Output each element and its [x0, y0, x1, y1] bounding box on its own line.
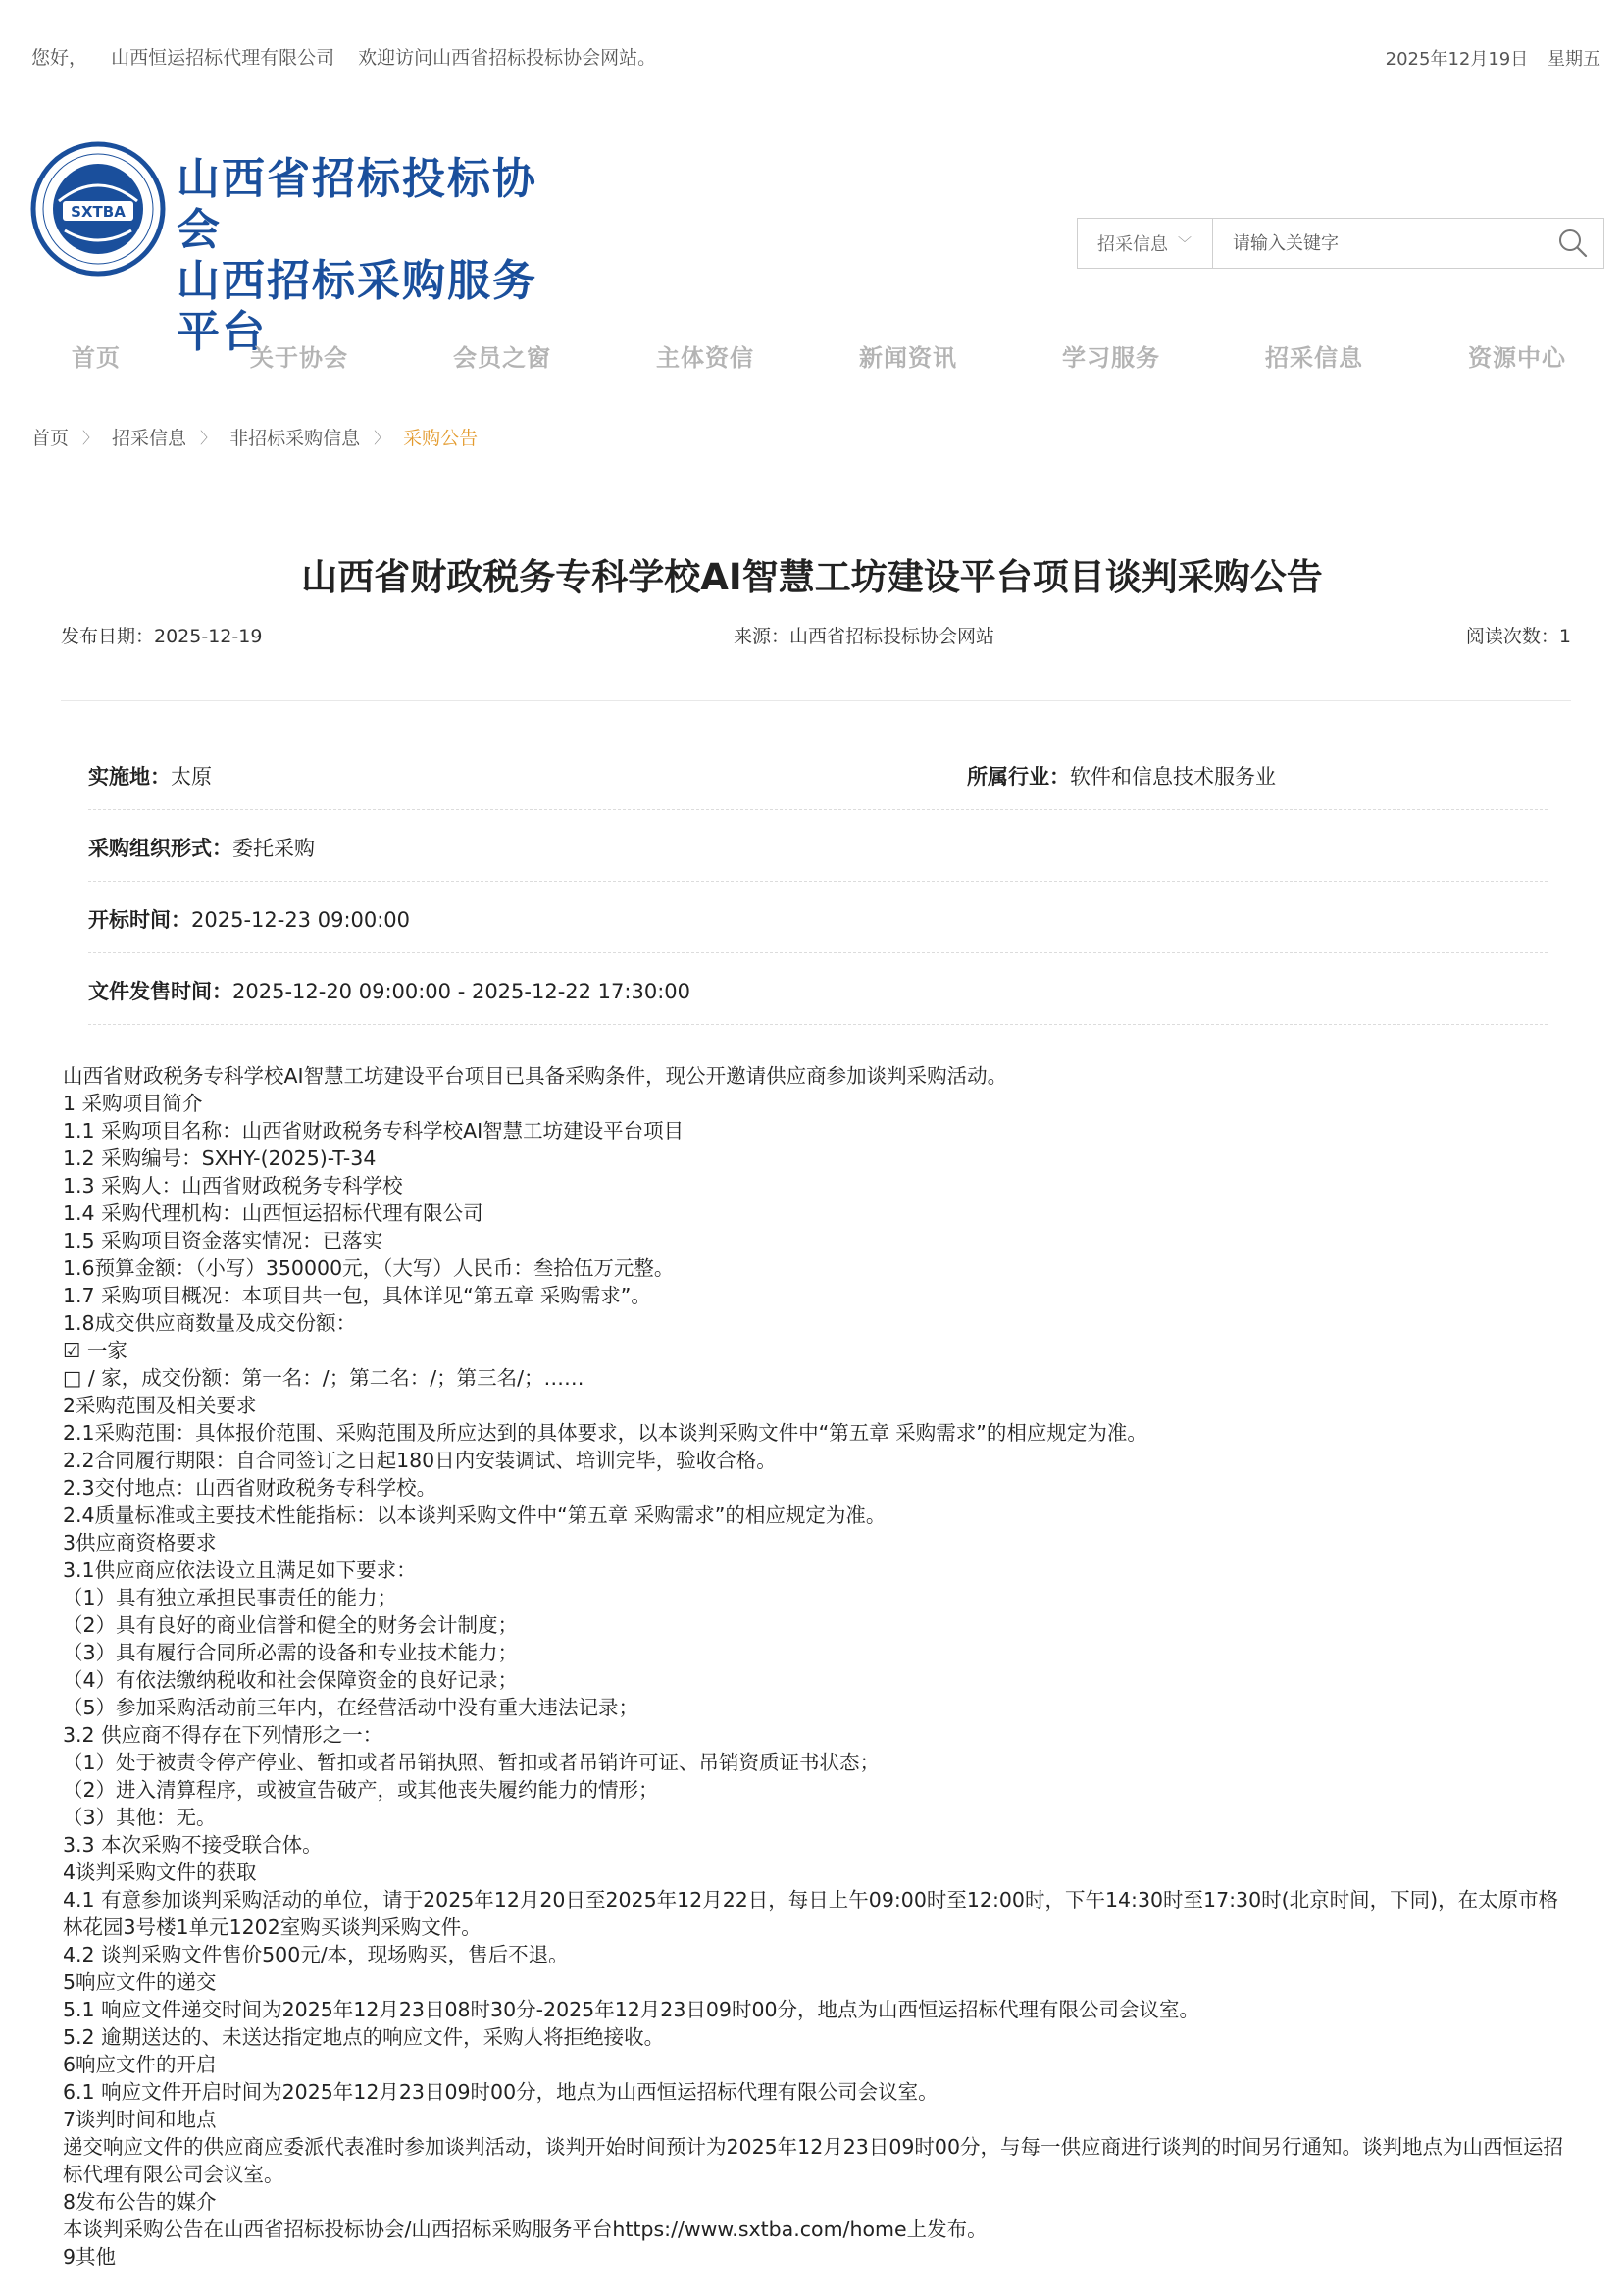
body-line: 6.1 响应文件开启时间为2025年12月23日09时00分，地点为山西恒运招标代理有限公司会议室。	[63, 2080, 939, 2104]
publish-date: 发布日期：2025-12-19	[61, 626, 263, 647]
body-line-checkbox-unchecked: □ / 家，成交份额：第一名：/；第二名：/；第三名/；……	[63, 1366, 584, 1390]
body-line: 山西省财政税务专科学校AI智慧工坊建设平台项目已具备采购条件，现公开邀请供应商参加谈判采购活动。	[63, 1064, 1008, 1088]
article-body	[63, 1062, 1573, 2270]
org-label: 采购组织形式：	[88, 837, 232, 860]
nav-item-procurement[interactable]: 招采信息	[1265, 344, 1363, 372]
breadcrumb-home[interactable]: 首页	[31, 428, 70, 449]
body-line: 1 采购项目简介	[63, 1092, 203, 1115]
welcome-text: 欢迎访问山西省招标投标协会网站。	[358, 47, 657, 69]
body-line: 5.2 逾期送达的、未送达指定地点的响应文件，采购人将拒绝接收。	[63, 2025, 665, 2049]
logo-text	[177, 154, 579, 358]
date-display	[1372, 45, 1600, 71]
body-line: （2）具有良好的商业信誉和健全的财务会计制度；	[63, 1613, 519, 1637]
breadcrumb-non-tender[interactable]: 非招标采购信息	[229, 428, 361, 449]
body-line: 2.3交付地点：山西省财政税务专科学校。	[63, 1476, 437, 1500]
chevron-down-icon: ﹀	[1178, 236, 1192, 252]
body-line: 4.1 有意参加谈判采购活动的单位，请于2025年12月20日至2025年12月22日，每日上午09:00时至12:00时，下午14:30时至17:30时(北京时间，下同)，在太原市格林花园3号楼1单元1202室购买谈判采购文件。	[63, 1888, 1559, 1939]
body-line: 8发布公告的媒介	[63, 2190, 217, 2214]
nav-item-home[interactable]: 首页	[72, 344, 121, 372]
breadcrumb-current: 采购公告	[403, 428, 479, 449]
body-line: 9其他	[63, 2245, 117, 2269]
body-line: 本谈判采购公告在山西省招标投标协会/山西招标采购服务平台https://www.sxtba.com/home上发布。	[63, 2218, 988, 2241]
body-line: 3.3 本次采购不接受联合体。	[63, 1833, 323, 1857]
body-line: 4谈判采购文件的获取	[63, 1861, 257, 1884]
search-icon	[1557, 228, 1589, 259]
chevron-right-icon: 〉	[374, 429, 390, 447]
body-line: 1.1 采购项目名称：山西省财政税务专科学校AI智慧工坊建设平台项目	[63, 1119, 685, 1143]
body-line: 1.6预算金额：（小写）350000元，（大写）人民币：叁拾伍万元整。	[63, 1256, 675, 1280]
read-count: 阅读次数：1	[1465, 626, 1571, 647]
company-name: 山西恒运招标代理有限公司	[111, 47, 335, 69]
body-line: 2采购范围及相关要求	[63, 1394, 257, 1417]
body-line-checkbox-checked: ☑ 一家	[63, 1339, 127, 1362]
body-line: 1.5 采购项目资金落实情况：已落实	[63, 1229, 383, 1252]
body-line: 1.4 采购代理机构：山西恒运招标代理有限公司	[63, 1201, 483, 1225]
body-line: 1.7 采购项目概况：本项目共一包，具体详见“第五章 采购需求”。	[63, 1284, 651, 1307]
body-line: （5）参加采购活动前三年内，在经营活动中没有重大违法记录；	[63, 1696, 639, 1719]
body-line: 3.1供应商应依法设立且满足如下要求：	[63, 1558, 417, 1582]
info-row-org	[88, 833, 1548, 882]
location-label: 实施地：	[88, 765, 171, 789]
divider	[61, 700, 1571, 701]
body-line: （3）其他：无。	[63, 1806, 217, 1829]
current-weekday: 星期五	[1548, 49, 1600, 70]
open-time-label: 开标时间：	[88, 908, 191, 932]
current-date: 2025年12月19日	[1385, 49, 1529, 70]
body-line: （3）具有履行合同所必需的设备和专业技术能力；	[63, 1641, 519, 1664]
body-line: 递交响应文件的供应商应委派代表准时参加谈判活动，谈判开始时间预计为2025年12月23日09时00分，与每一供应商进行谈判的时间另行通知。谈判地点为山西恒运招标代理有限公司会议室。	[63, 2135, 1564, 2186]
chevron-right-icon: 〉	[82, 429, 99, 447]
body-line: 7谈判时间和地点	[63, 2108, 217, 2131]
info-row-location	[88, 761, 1548, 810]
body-line: 2.4质量标准或主要技术性能指标：以本谈判采购文件中“第五章 采购需求”的相应规定为准。	[63, 1504, 887, 1527]
nav-item-resources[interactable]: 资源中心	[1468, 344, 1566, 372]
top-bar	[0, 0, 1624, 108]
body-line: （2）进入清算程序，或被宣告破产，或其他丧失履约能力的情形；	[63, 1778, 659, 1802]
breadcrumb	[31, 424, 478, 450]
sale-time-value: 2025-12-20 09:00:00 - 2025-12-22 17:30:00	[232, 980, 690, 1003]
nav-item-about[interactable]: 关于协会	[250, 344, 348, 372]
org-value: 委托采购	[232, 837, 315, 860]
main-nav	[0, 338, 1624, 387]
breadcrumb-procurement[interactable]: 招采信息	[112, 428, 187, 449]
industry-label: 所属行业：	[967, 765, 1070, 789]
nav-item-learning[interactable]: 学习服务	[1062, 344, 1160, 372]
search-category-select[interactable]	[1078, 219, 1213, 268]
industry-field	[967, 761, 1276, 790]
body-line: 5.1 响应文件递交时间为2025年12月23日08时30分-2025年12月23日09时00分，地点为山西恒运招标代理有限公司会议室。	[63, 1998, 1200, 2021]
sale-time-label: 文件发售时间：	[88, 980, 232, 1003]
nav-item-news[interactable]: 新闻资讯	[859, 344, 957, 372]
body-line: 5响应文件的递交	[63, 1970, 217, 1994]
body-line: 1.3 采购人：山西省财政税务专科学校	[63, 1174, 403, 1198]
body-line: 1.8成交供应商数量及成交份额：	[63, 1311, 357, 1335]
body-line: 4.2 谈判采购文件售价500元/本，现场购买，售后不退。	[63, 1943, 569, 1966]
body-line: （1）具有独立承担民事责任的能力；	[63, 1586, 398, 1609]
info-row-open-time	[88, 904, 1548, 953]
greeting-text: 您好，	[31, 47, 88, 69]
body-line: （4）有依法缴纳税收和社会保障资金的良好记录；	[63, 1668, 519, 1692]
body-line: 3.2 供应商不得存在下列情形之一：	[63, 1723, 383, 1747]
seal-abbr: SXTBA	[71, 203, 126, 221]
search-input[interactable]	[1213, 219, 1543, 268]
article-title: 山西省财政税务专科学校AI智慧工坊建设平台项目谈判采购公告	[301, 556, 1323, 598]
open-time-value: 2025-12-23 09:00:00	[191, 908, 411, 932]
logo-line-1: 山西省招标投标协会	[177, 154, 537, 255]
search-bar	[1077, 218, 1604, 269]
nav-item-credit[interactable]: 主体资信	[656, 344, 754, 372]
body-line: 1.2 采购编号：SXHY-(2025)-T-34	[63, 1147, 377, 1170]
greeting	[31, 43, 674, 70]
nav-item-members[interactable]: 会员之窗	[453, 344, 551, 372]
body-line: 6响应文件的开启	[63, 2053, 217, 2076]
body-line: 2.1采购范围：具体报价范围、采购范围及所应达到的具体要求，以本谈判采购文件中“第五章 采购需求”的相应规定为准。	[63, 1421, 1147, 1445]
info-row-sale-time	[88, 976, 1548, 1025]
chevron-right-icon: 〉	[200, 429, 217, 447]
industry-value: 软件和信息技术服务业	[1070, 765, 1276, 789]
location-value: 太原	[171, 765, 212, 789]
logo-line-2: 山西招标采购服务平台	[177, 256, 537, 357]
search-category-label: 招采信息	[1097, 234, 1168, 255]
logo-seal-icon	[29, 140, 167, 278]
body-line: 2.2合同履行期限：自合同签订之日起180日内安装调试、培训完毕，验收合格。	[63, 1449, 777, 1472]
site-logo[interactable]	[29, 140, 579, 357]
article-source: 来源：山西省招标投标协会网站	[734, 626, 995, 647]
search-button[interactable]	[1543, 219, 1603, 268]
body-line: 3供应商资格要求	[63, 1531, 217, 1555]
body-line: （1）处于被责令停产停业、暂扣或者吊销执照、暂扣或者吊销许可证、吊销资质证书状态；	[63, 1751, 881, 1774]
